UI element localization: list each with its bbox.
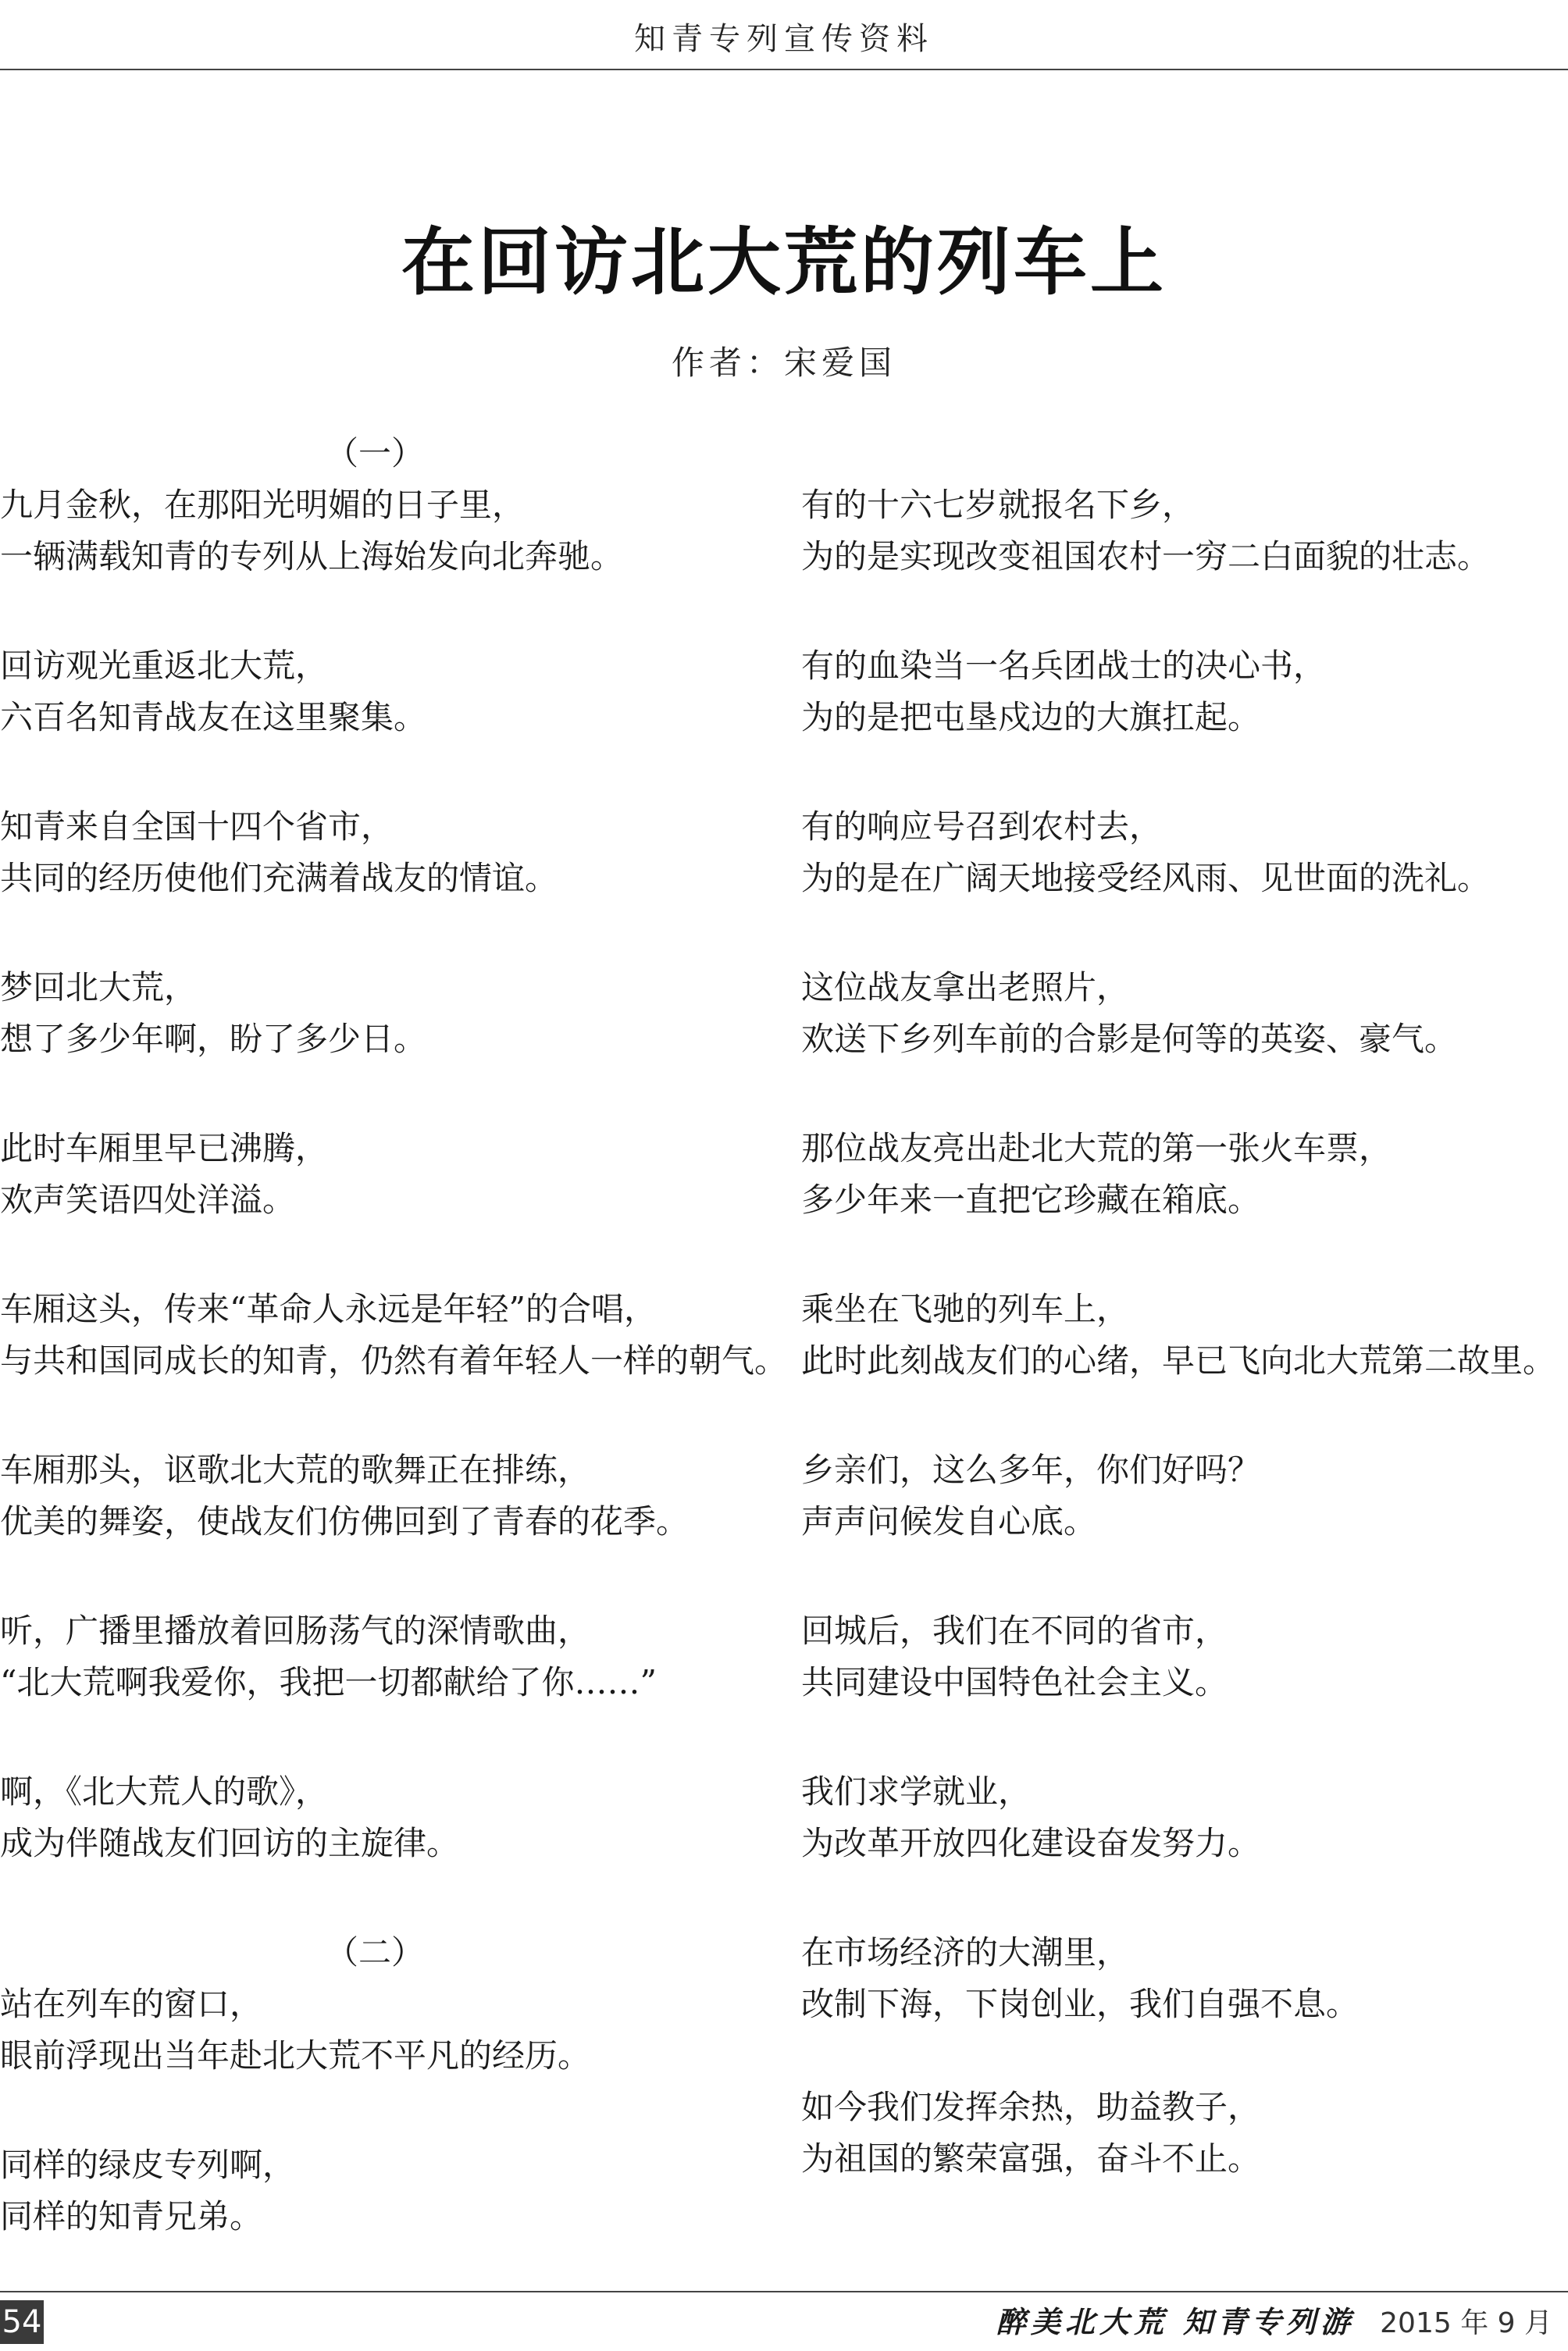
poem-line: 改制下海，下岗创业，我们自强不息。 [801, 1985, 1360, 2023]
poem-line: 一辆满载知青的专列从上海始发向北奔驰。 [0, 537, 624, 575]
article-title: 在回访北大荒的列车上 [401, 220, 1167, 305]
poem-line: 欢送下乡列车前的合影是何等的英姿、豪气。 [801, 1020, 1458, 1058]
stanza [0, 479, 789, 582]
poem-line: 站在列车的窗口， [0, 1985, 263, 2023]
poem-line: 此时此刻战友们的心绪，早已飞向北大荒第二故里。 [801, 1341, 1556, 1380]
poem-line: 优美的舞姿，使战友们仿佛回到了青春的花季。 [0, 1502, 690, 1541]
stanza [0, 2139, 789, 2242]
issue-date: 2015 年 9 月 [1380, 2307, 1552, 2339]
stanza [801, 962, 1568, 1065]
magazine-footer [996, 2300, 1552, 2344]
poem-line: 想了多少年啊，盼了多少日。 [0, 1020, 427, 1058]
section-heading-2: （二） [325, 1933, 424, 1972]
poem-line: 为改革开放四化建设奋发努力。 [801, 1824, 1261, 1862]
stanza [0, 1605, 789, 1708]
stanza [0, 1444, 789, 1548]
running-header-text: 知青专列宣传资料 [634, 21, 934, 57]
stanza [801, 1444, 1568, 1548]
poem-line: 共同建设中国特色社会主义。 [801, 1663, 1228, 1701]
stanza [0, 1123, 789, 1226]
stanza [0, 962, 789, 1065]
poem-line: 回访观光重返北大荒， [0, 647, 329, 685]
poem-line: 声声问候发自心底。 [801, 1502, 1097, 1541]
running-header [0, 0, 1568, 70]
stanza [801, 1927, 1568, 2030]
stanza [0, 1284, 789, 1387]
poem-line: 有的血染当一名兵团战士的决心书， [801, 647, 1327, 685]
poem-line: 回城后，我们在不同的省市， [801, 1612, 1228, 1650]
poem-line: 成为伴随战友们回访的主旋律。 [0, 1824, 460, 1862]
article-author: 作者：宋爱国 [671, 344, 896, 382]
poem-line: 如今我们发挥余热，助益教子， [801, 2088, 1261, 2126]
stanza [801, 1284, 1568, 1387]
stanza [801, 2082, 1568, 2185]
poem-line: 此时车厢里早已沸腾， [0, 1129, 329, 1167]
poem-line: “北大荒啊我爱你，我把一切都献给了你……” [0, 1663, 657, 1701]
right-column-stanzas [801, 479, 1568, 2185]
left-column [0, 428, 789, 2242]
stanza [801, 801, 1568, 904]
poem-line: 乡亲们，这么多年，你们好吗？ [801, 1451, 1261, 1489]
section-heading-1: （一） [325, 434, 424, 472]
stanza [801, 1605, 1568, 1708]
poem-line: 同样的绿皮专列啊， [0, 2146, 296, 2184]
poem-line: 听，广播里播放着回肠荡气的深情歌曲， [0, 1612, 591, 1650]
poem-line: 同样的知青兄弟。 [0, 2197, 263, 2235]
stanza [801, 1123, 1568, 1226]
poem-line: 车厢那头，讴歌北大荒的歌舞正在排练， [0, 1451, 591, 1489]
right-column [801, 428, 1568, 2185]
poem-line: 为祖国的繁荣富强，奋斗不止。 [801, 2139, 1261, 2178]
poem-line: 我们求学就业， [801, 1772, 1032, 1811]
poem-line: 与共和国同成长的知青，仍然有着年轻人一样的朝气。 [0, 1341, 788, 1380]
magazine-name: 醉美北大荒 知青专列游 [996, 2304, 1356, 2339]
poem-line: 为的是在广阔天地接受经风雨、见世面的洗礼。 [801, 859, 1491, 897]
poem-line: 知青来自全国十四个省市， [0, 807, 394, 846]
poem-line: 欢声笑语四处洋溢。 [0, 1181, 296, 1219]
stanza [0, 801, 789, 904]
footer-divider [0, 2291, 1568, 2292]
poem-line: 那位战友亮出赴北大荒的第一张火车票， [801, 1129, 1392, 1167]
section-1-stanzas [0, 479, 789, 1869]
stanza [0, 1979, 789, 2082]
section-2-stanzas [0, 1979, 789, 2242]
poem-line: 眼前浮现出当年赴北大荒不平凡的经历。 [0, 2036, 591, 2075]
stanza [801, 640, 1568, 743]
poem-line: 车厢这头，传来“革命人永远是年轻”的合唱， [0, 1290, 657, 1328]
stanza [801, 1766, 1568, 1869]
poem-line: 这位战友拿出老照片， [801, 968, 1130, 1006]
poem-line: 在市场经济的大潮里， [801, 1933, 1130, 1972]
poem-line: 九月金秋，在那阳光明媚的日子里， [0, 486, 526, 524]
poem-line: 啊，《北大荒人的歌》， [0, 1772, 329, 1811]
stanza [0, 640, 789, 743]
poem-line: 乘坐在飞驰的列车上， [801, 1290, 1130, 1328]
poem-line: 为的是把屯垦戍边的大旗扛起。 [801, 698, 1261, 736]
poem-line: 有的十六七岁就报名下乡， [801, 486, 1196, 524]
stanza [0, 1766, 789, 1869]
poem-line: 为的是实现改变祖国农村一穷二白面貌的壮志。 [801, 537, 1491, 575]
poem-line: 六百名知青战友在这里聚集。 [0, 698, 427, 736]
poem-line: 多少年来一直把它珍藏在箱底。 [801, 1181, 1261, 1219]
header-divider [0, 69, 1568, 70]
poem-line: 有的响应号召到农村去， [801, 807, 1163, 846]
poem-line: 共同的经历使他们充满着战友的情谊。 [0, 859, 558, 897]
poem-line: 梦回北大荒， [0, 968, 198, 1006]
stanza [801, 479, 1568, 582]
page-number: 54 [0, 2300, 44, 2344]
